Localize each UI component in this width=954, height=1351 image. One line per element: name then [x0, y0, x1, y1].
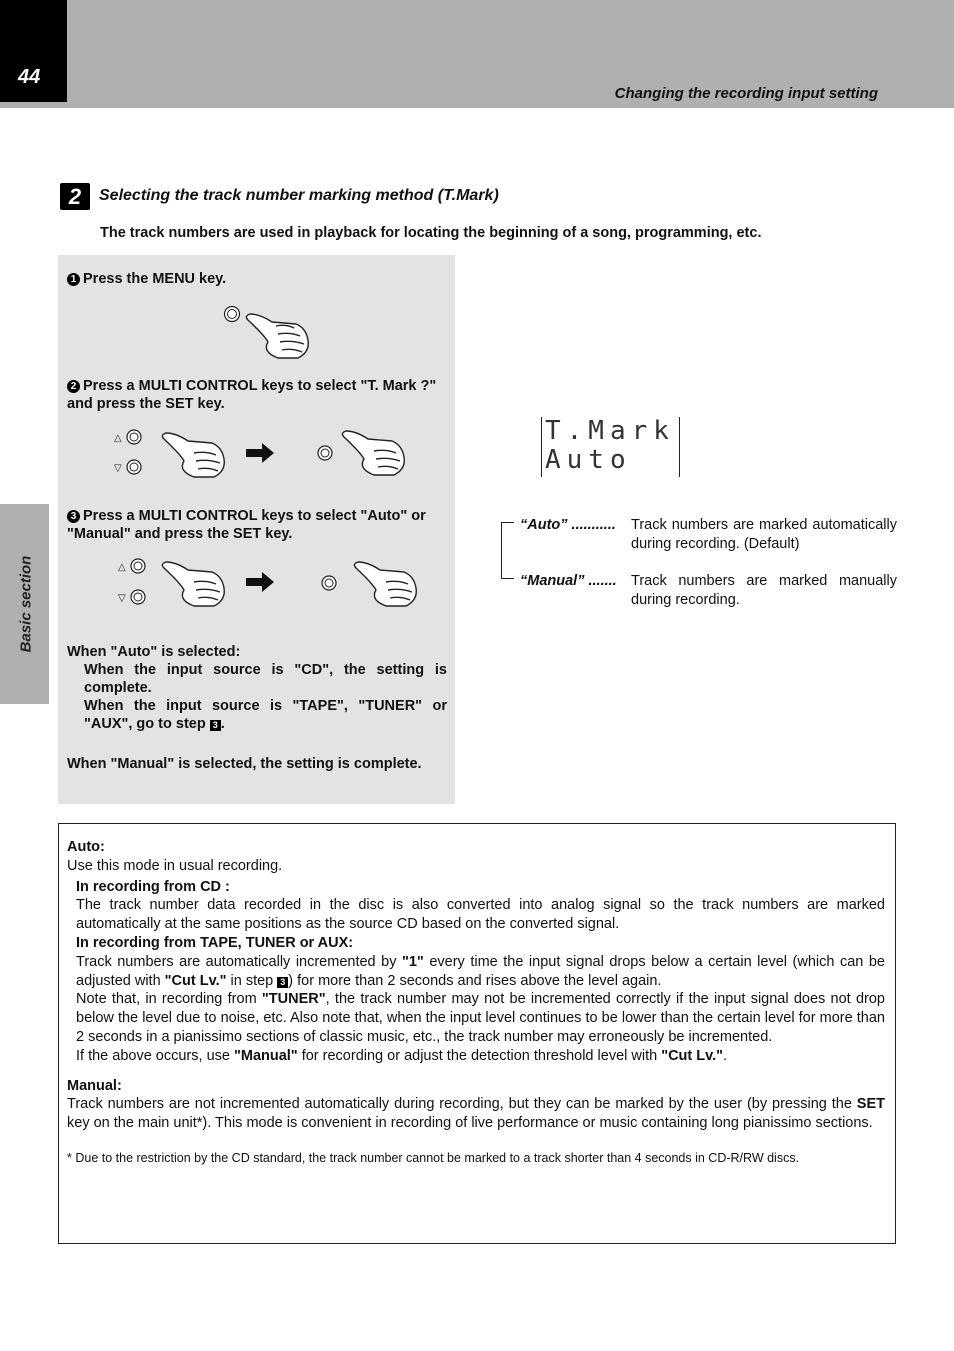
right-arrow-icon: [246, 443, 274, 463]
set-key-icon: [318, 446, 332, 460]
right-arrow-icon: [246, 572, 274, 592]
text: Note that, in recording from: [76, 991, 262, 1008]
auto-heading: Auto:: [67, 839, 105, 855]
step-text: Press a MULTI CONTROL keys to select "T. Mark ?" and press the SET key.: [67, 378, 437, 412]
text: key on the main unit*). This mode is convenient in recording of live performance or music containing long pianissimo sections.: [67, 1115, 873, 1132]
key-icon: [225, 307, 240, 322]
manual-heading: Manual:: [67, 1077, 122, 1094]
text: Track numbers are not incremented automatically during recording, but they can be marked by the user (by pressing the: [67, 1096, 857, 1113]
text: for recording or adjust the detection threshold level with: [297, 1047, 662, 1064]
text: ) for more than 2 seconds and rises above the level again.: [288, 972, 662, 989]
emphasis: "TUNER": [261, 991, 326, 1008]
svg-text:▽: ▽: [118, 593, 126, 604]
svg-text:△: △: [114, 433, 122, 444]
side-tab: [0, 504, 49, 704]
lcd-line-1: T.Mark: [545, 416, 675, 446]
option-auto: [520, 516, 897, 554]
page-number-block: [0, 0, 67, 102]
pointing-hand-icon: [162, 433, 224, 477]
notes-content: [67, 838, 885, 1168]
page-number: 44: [18, 66, 41, 88]
lcd-line-2: Auto: [545, 445, 632, 475]
multi-control-set-illustration: [116, 554, 426, 612]
options-bracket: [501, 522, 512, 579]
step-1: [67, 270, 447, 288]
option-label: “Manual” .......: [520, 573, 617, 589]
text: If the above occurs, use: [76, 1047, 234, 1064]
text: every time the input signal drops below a certain level (which can be adjusted with: [76, 953, 885, 989]
step-ref-box: 3: [210, 720, 221, 731]
svg-text:▽: ▽: [114, 463, 122, 474]
section-intro: The track numbers are used in playback for locating the beginning of a song, programming, etc.: [100, 225, 762, 241]
option-manual: [520, 572, 897, 610]
svg-text:△: △: [118, 562, 126, 573]
emphasis: "Manual": [233, 1047, 298, 1064]
lcd-display: [541, 417, 680, 477]
tape-paragraph-3: [67, 1047, 885, 1066]
auto-body: Use this mode in usual recording.: [67, 857, 283, 874]
step-number: 2: [67, 380, 80, 393]
cd-heading: In recording from CD :: [76, 878, 230, 895]
tape-paragraph-2: [67, 990, 885, 1046]
emphasis: "Cut Lv.": [164, 972, 227, 989]
text: in step: [226, 972, 278, 989]
step-text: Press the MENU key.: [83, 271, 227, 287]
auto-selected-notes: [67, 643, 447, 733]
step-number: 1: [67, 273, 80, 286]
auto-cd-note: When the input source is "CD", the setting is complete.: [84, 662, 447, 696]
pointing-hand-icon: [162, 562, 224, 606]
text: , the track number may not be incremented correctly if the input signal does not drop below the level due to noise, etc. Also note that, when the input level continues to be lower than the certain level for more than 2 seconds in a pianissimo sections of classic music, etc., the track number may erroneously be incremented.: [76, 991, 885, 1045]
section-step-badge: 2: [60, 183, 90, 210]
pointing-hand-icon: [246, 314, 308, 358]
cd-body: The track number data recorded in the disc is also converted into analog signal so the track numbers are marked automatically at the same positions as the source CD based on the converted signal.: [76, 897, 885, 933]
press-menu-key-illustration: [220, 302, 315, 364]
option-label: “Auto” ...........: [520, 517, 616, 533]
up-key-icon: [118, 559, 145, 573]
pointing-hand-icon: [354, 562, 416, 606]
tape-paragraph-1: [67, 953, 885, 991]
auto-selected-heading: When "Auto" is selected:: [67, 644, 241, 660]
emphasis: "1": [401, 953, 424, 970]
pointing-hand-icon: [342, 431, 404, 475]
down-key-icon: [118, 590, 145, 604]
side-tab-label: Basic section: [17, 555, 35, 653]
option-description: Track numbers are marked manually during recording.: [631, 573, 897, 608]
step-2: [67, 377, 447, 413]
footnote: * Due to the restriction by the CD standard, the track number cannot be marked to a track shorter than 4 seconds in CD-R/RW discs.: [67, 1150, 800, 1165]
up-key-icon: [114, 430, 141, 444]
step-ref-box: 3: [277, 977, 288, 988]
step-number: 3: [67, 510, 80, 523]
text: Track numbers are automatically incremented by: [76, 953, 402, 970]
manual-selected-note: When "Manual" is selected, the setting is complete.: [67, 756, 422, 772]
option-description: Track numbers are marked automatically during recording. (Default): [631, 517, 897, 552]
tape-heading: In recording from TAPE, TUNER or AUX:: [76, 934, 354, 951]
step-3: [67, 507, 447, 543]
section-title: Selecting the track number marking method (T.Mark): [99, 187, 499, 204]
auto-other-note-text: When the input source is "TAPE", "TUNER" or "AUX", go to step: [84, 698, 447, 732]
auto-other-note-end: .: [220, 716, 225, 732]
set-key-icon: [322, 576, 336, 590]
manual-body: [67, 1095, 885, 1133]
multi-control-illustration: [112, 425, 412, 483]
down-key-icon: [114, 460, 141, 474]
emphasis: "Cut Lv.": [661, 1047, 724, 1064]
emphasis: SET: [856, 1096, 885, 1113]
running-title: Changing the recording input setting: [614, 85, 878, 102]
step-text: Press a MULTI CONTROL keys to select "Auto" or "Manual" and press the SET key.: [67, 508, 426, 542]
auto-other-note: [67, 697, 447, 733]
text: .: [723, 1047, 728, 1064]
